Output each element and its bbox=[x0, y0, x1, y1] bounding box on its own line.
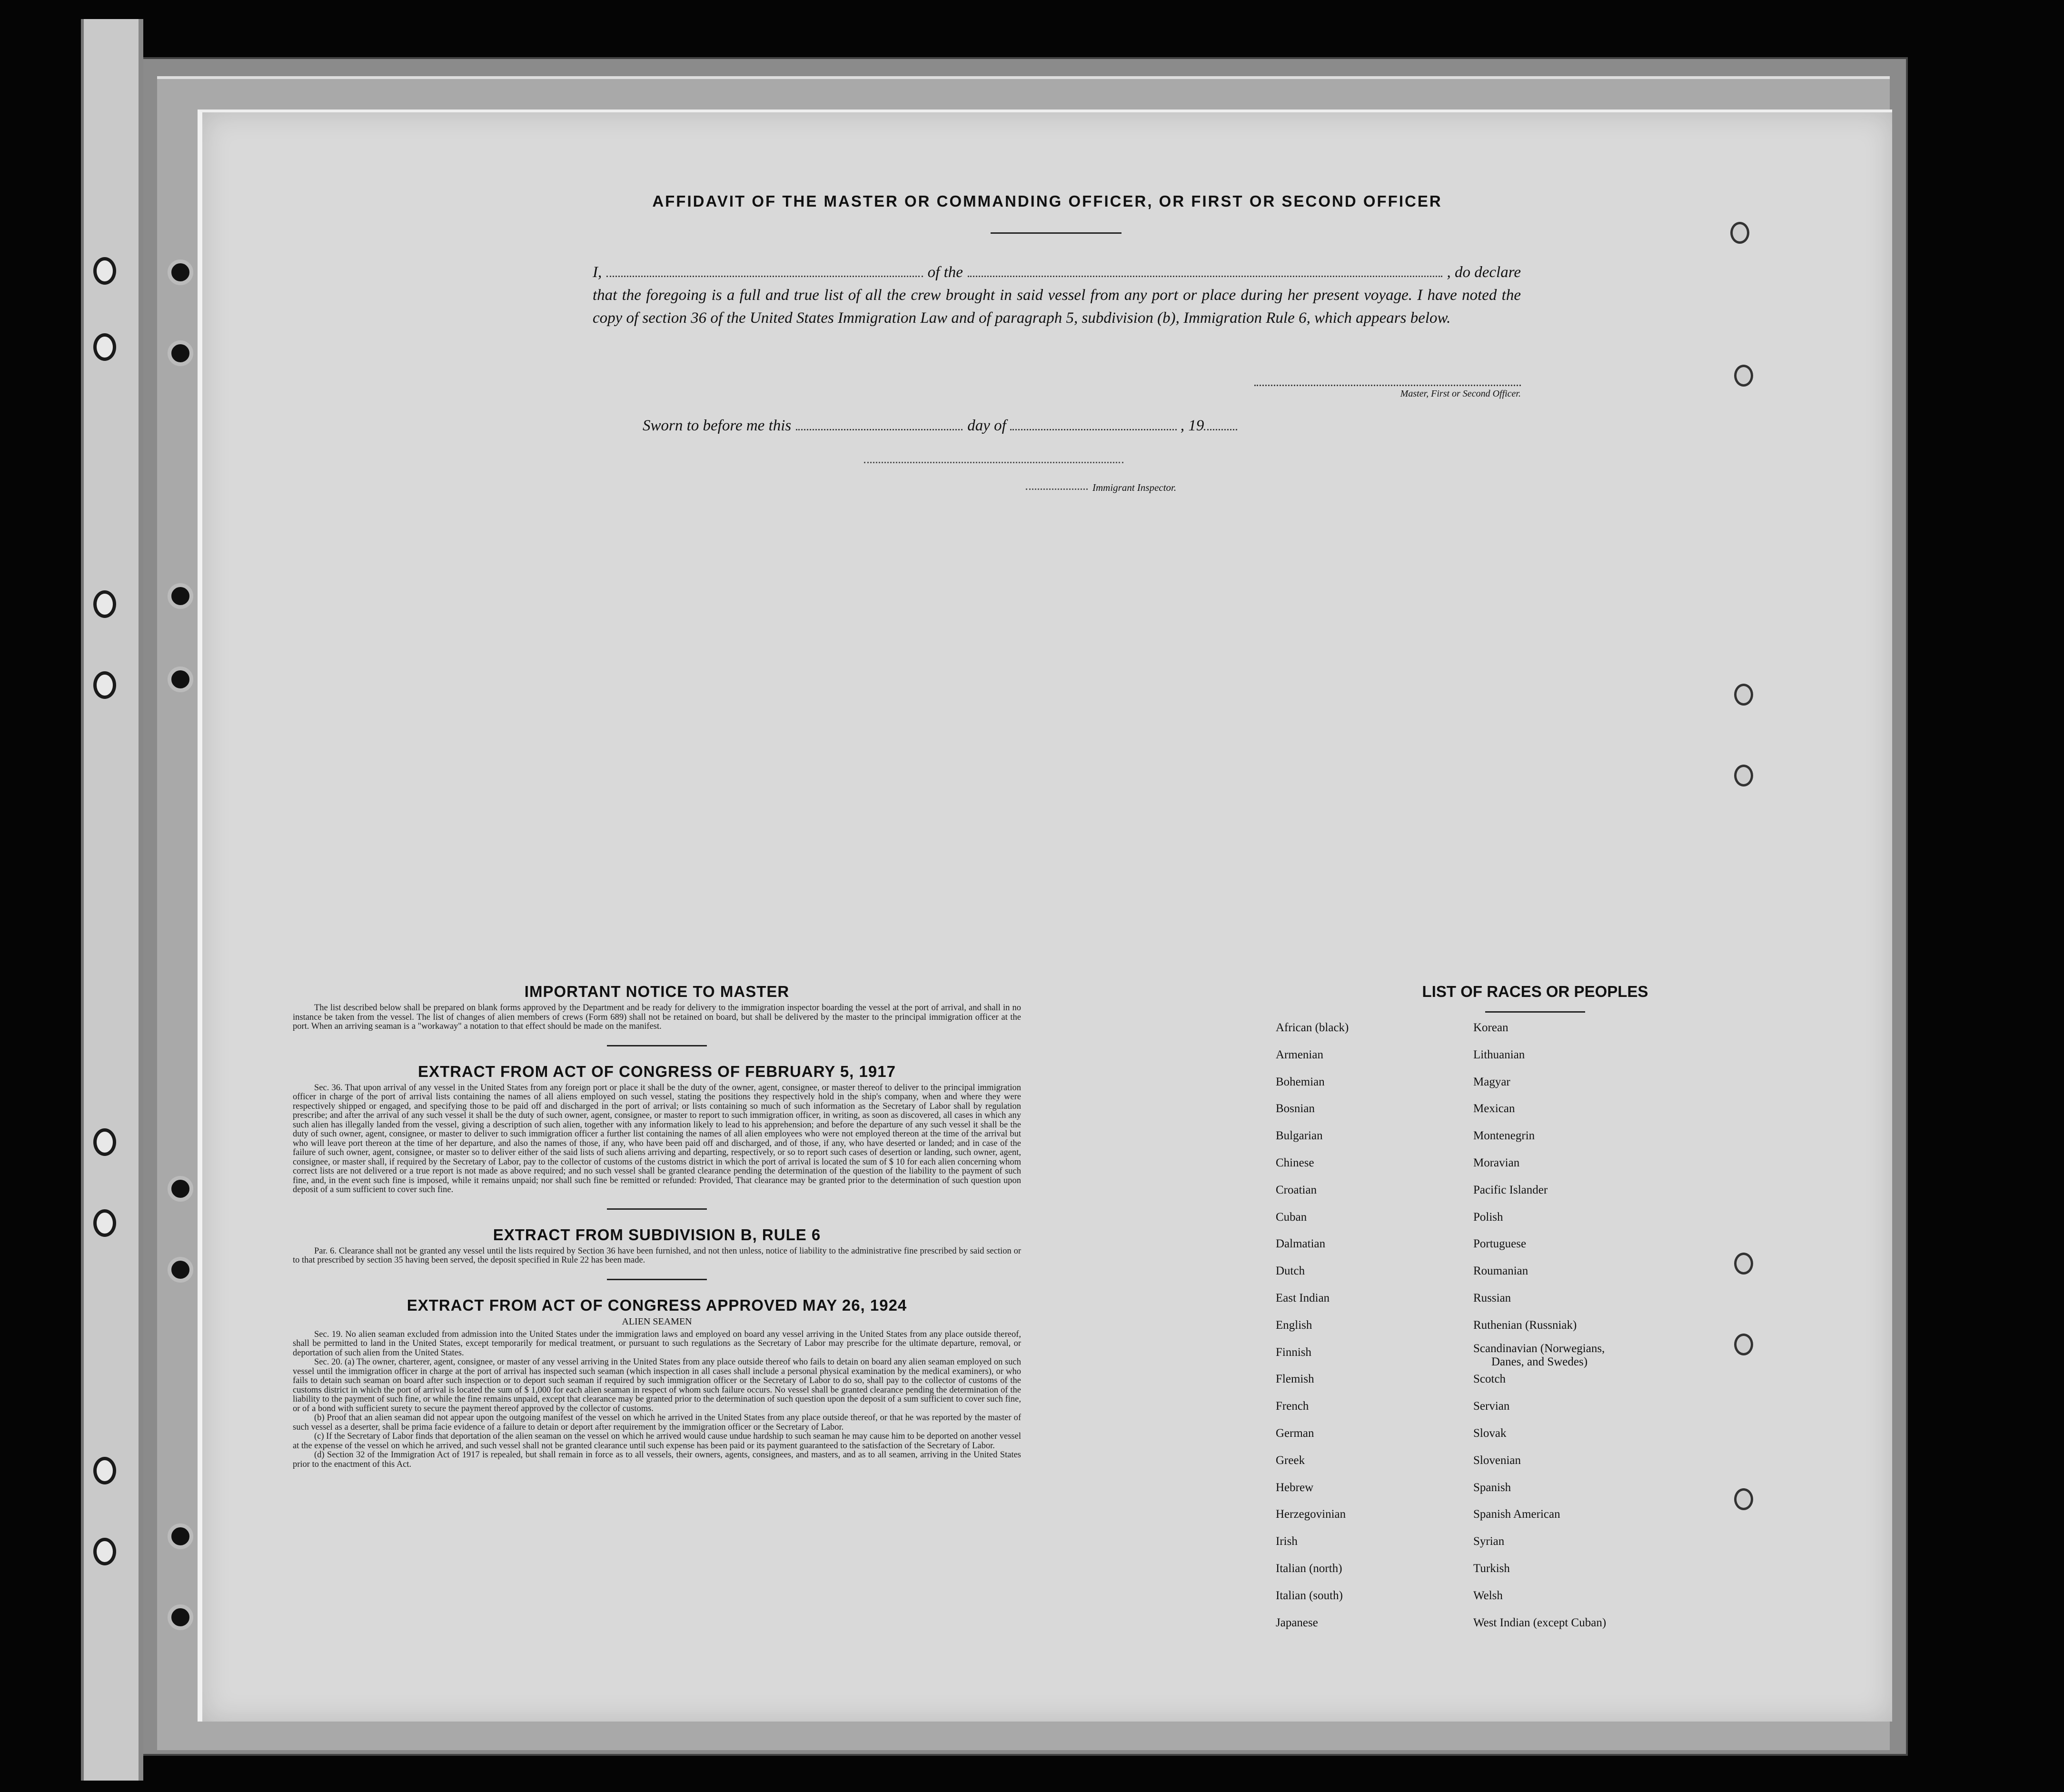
punch-hole bbox=[1734, 1253, 1753, 1274]
race-item: Spanish American bbox=[1473, 1508, 1560, 1521]
race-item: Moravian bbox=[1473, 1156, 1520, 1169]
binder-hole bbox=[93, 1538, 116, 1565]
sworn-year-field[interactable] bbox=[1204, 418, 1237, 430]
extract-rule6-body: Par. 6. Clearance shall not be granted any vessel until the lists required by Section 36 have been furnished, and not then unless, notice of liability to the administrative fine prescribed by said section or to that prescribed by section 35 having been served, the deposit specified in Rule 22 has been made. bbox=[293, 1246, 1021, 1265]
sworn-line bbox=[643, 417, 1309, 435]
race-item: Italian (south) bbox=[1276, 1589, 1343, 1602]
race-item: Flemish bbox=[1276, 1373, 1314, 1386]
race-item: Armenian bbox=[1276, 1048, 1323, 1061]
race-item: Dutch bbox=[1276, 1264, 1305, 1278]
race-item: English bbox=[1276, 1318, 1312, 1332]
race-item: Korean bbox=[1473, 1021, 1508, 1034]
race-item: Polish bbox=[1473, 1210, 1503, 1224]
notice-column bbox=[293, 983, 1021, 1469]
race-item: Spanish bbox=[1473, 1481, 1511, 1494]
race-item: Japanese bbox=[1276, 1616, 1318, 1629]
race-item: Scandinavian (Norwegians, bbox=[1473, 1342, 1605, 1355]
extract-1917-body: Sec. 36. That upon arrival of any vessel in the United States from any foreign port or place it shall be the duty of the owner, agent, consignee, or master thereof to deliver to the principal immigration officer in charge of the port of arrival lists containing the names of all aliens employed on such vessel, stating the positions they respectively hold in the ship's company, when and where they were respectively shipped or engaged, and specifying those to be paid off and discharged in the port of arrival; or lists containing so much of such information as the Secretary of Labor shall by regulation prescribe; and after the arrival of any such vessel it shall be the duty of such owner, agent, consignee, or master to report to such immigration officer, in writing, as soon as discovered, all cases in which any such alien has illegally landed from the vessel, giving a description of such alien, together with any information likely to lead to his apprehension; and before the departure of any such vessel it shall be the duty of such owner, agent, consignee, or master to deliver to such immigration officer a further list containing the names of all alien employees who were not employed thereon at the time of the arrival but who will leave port thereon at the time of her departure, and also the names of those, if any, who have been paid off and discharged, and of those, if any, who have deserted or landed; and in case of the failure of such owner, agent, consignee, or master so to deliver either of the said lists of such aliens arriving and departing, respectively, or so to report such cases of desertion or landing, such owner, agent, consignee, or master shall, if required by the Secretary of Labor, pay to the collector of customs of the customs district in which the port of arrival is located the sum of $ 10 for each alien concerning whom correct lists are not delivered or a true report is not made as above required; and no such vessel shall be granted clearance pending the determination of the question of the liability to the payment of such fine, and, in the event such fine is imposed, while it remains unpaid; nor shall such fine be remitted or refunded: Provided, That clearance may be granted prior to the determination of such question upon deposit of a sum sufficient to cover such fine. bbox=[293, 1083, 1021, 1195]
section-divider bbox=[607, 1208, 707, 1210]
race-item: Bohemian bbox=[1276, 1075, 1325, 1088]
race-item: Magyar bbox=[1473, 1075, 1510, 1088]
extract-1924-paragraph: Sec. 19. No alien seaman excluded from admission into the United States under the immigration laws and employed on board any vessel arriving in the United States from any place outside thereof, shall be permitted to land in the United States, except temporarily for medical treatment, or pursuant to such regulations as the Secretary of Labor may prescribe for the ultimate departure, removal, or deportation of such alien from the United States. bbox=[293, 1329, 1021, 1358]
race-item: Croatian bbox=[1276, 1183, 1317, 1196]
race-item-continuation: Danes, and Swedes) bbox=[1491, 1355, 1588, 1368]
races-column bbox=[1259, 983, 1811, 1629]
binder-ring bbox=[168, 1176, 193, 1202]
notice-title: IMPORTANT NOTICE TO MASTER bbox=[524, 983, 790, 1000]
master-signature-field[interactable] bbox=[1254, 385, 1521, 386]
race-item: Slovenian bbox=[1473, 1454, 1521, 1467]
sworn-month-field[interactable] bbox=[1010, 418, 1177, 430]
race-item: Cuban bbox=[1276, 1210, 1307, 1224]
extract-1924-paragraph: (b) Proof that an alien seaman did not appear upon the outgoing manifest of the vessel on which he arrived in the United States from any place outside thereof, or that he was reported by the master of such vessel as a deserter, shall be prima facie evidence of a failure to detain or deport after requirement by the immigration officer or the Secretary of Labor. bbox=[293, 1413, 1021, 1432]
binder-ring bbox=[168, 667, 193, 692]
race-item: German bbox=[1276, 1427, 1314, 1440]
extract-1917-title: EXTRACT FROM ACT OF CONGRESS OF FEBRUARY 5, 1917 bbox=[418, 1062, 896, 1080]
section-divider bbox=[607, 1045, 707, 1046]
punch-hole bbox=[1734, 1334, 1753, 1355]
race-item: Mexican bbox=[1473, 1102, 1515, 1115]
extract-1924-paragraph: Sec. 20. (a) The owner, charterer, agent, consignee, or master of any vessel arriving in the United States from any place outside thereof who fails to detain on board any alien seaman employed on such vessel until the immigration officer in charge at the port of arrival has inspected such seaman (which inspection in all cases shall include a personal physical examination by the medical examiners), or who fails to detain such seaman on board after such inspection or to deport such seaman if required by such immigration officer or the Secretary of Labor to do so, shall pay to the collector of customs of the customs district in which the port of arrival is located the sum of $ 1,000 for each alien seaman in respect of whom such failure occurs. No vessel shall be granted clearance pending the determination of the liability to the payment of such fine, or while the fine remains unpaid, except that clearance may be granted prior to the determination of such question upon the deposit of a sum sufficient to cover such fine, or of a bond with sufficient surety to secure the payment thereof approved by the collector of customs. bbox=[293, 1357, 1021, 1414]
punch-hole bbox=[1734, 684, 1753, 706]
race-item: French bbox=[1276, 1400, 1309, 1413]
inspector-signature-field[interactable] bbox=[864, 462, 1123, 463]
extract-1924-paragraph: (d) Section 32 of the Immigration Act of 1917 is repealed, but shall remain in force as to all vessels, their owners, agents, consignees, and masters, and as to all seamen, arriving in the United States prior to the enactment of this Act. bbox=[293, 1450, 1021, 1469]
race-item: Greek bbox=[1276, 1454, 1305, 1467]
race-item: East Indian bbox=[1276, 1292, 1330, 1304]
binder-hole bbox=[93, 671, 116, 699]
extract-1924-paragraph: (c) If the Secretary of Labor finds that deportation of the alien seaman on the vessel on which he arrived would cause undue hardship to such seaman he may cause him to be deported on another vessel at the expense of the vessel on which he arrived, and such vessel shall not be granted clearance until such expense has been paid or its payment guaranteed to the satisfaction of the Secretary of Labor. bbox=[293, 1432, 1021, 1451]
binder-ring bbox=[168, 1257, 193, 1283]
race-item: Pacific Islander bbox=[1473, 1183, 1548, 1196]
affidavit-statement: that the foregoing is a full and true list of all the crew brought in said vessel from any port or place during her present voyage. I have noted the copy of section 36 of the United States Immigration Law and of paragraph 5, subdivision (b), Immigration Rule 6, which appears below. bbox=[593, 287, 1521, 327]
sworn-label: Sworn to before me this bbox=[643, 417, 792, 434]
race-item: Herzegovinian bbox=[1276, 1508, 1346, 1521]
master-signature-caption: Master, First or Second Officer. bbox=[1400, 388, 1521, 399]
binder-hole bbox=[93, 333, 116, 361]
race-item: Lithuanian bbox=[1473, 1048, 1525, 1061]
vessel-field[interactable] bbox=[968, 265, 1442, 277]
binder-spine bbox=[81, 19, 143, 1781]
binder-hole bbox=[93, 1128, 116, 1156]
race-item: Scotch bbox=[1473, 1373, 1506, 1386]
punch-hole bbox=[1734, 365, 1753, 387]
binder-ring bbox=[168, 583, 193, 609]
punch-hole bbox=[1734, 765, 1753, 786]
alien-seamen-subtitle: ALIEN SEAMEN bbox=[622, 1316, 692, 1327]
race-item: West Indian (except Cuban) bbox=[1473, 1616, 1607, 1629]
year-label: , 19 bbox=[1180, 417, 1204, 434]
race-item: Italian (north) bbox=[1276, 1562, 1342, 1575]
binder-hole bbox=[93, 1209, 116, 1237]
race-item: African (black) bbox=[1276, 1021, 1349, 1034]
punch-hole bbox=[1730, 222, 1749, 244]
extract-rule6-title: EXTRACT FROM SUBDIVISION B, RULE 6 bbox=[493, 1225, 821, 1244]
binder-hole bbox=[93, 1457, 116, 1484]
race-item: Portuguese bbox=[1473, 1237, 1527, 1251]
race-item: Bulgarian bbox=[1276, 1129, 1323, 1143]
races-rule bbox=[1485, 1011, 1585, 1013]
of-the-label: of the bbox=[927, 264, 963, 281]
affidavit-text bbox=[593, 261, 1521, 329]
race-item: Roumanian bbox=[1473, 1264, 1528, 1278]
inspector-caption: Immigrant Inspector. bbox=[1092, 482, 1177, 493]
punch-hole bbox=[1734, 1488, 1753, 1510]
race-item: Slovak bbox=[1473, 1427, 1507, 1440]
race-item: Irish bbox=[1276, 1535, 1298, 1548]
race-item: Finnish bbox=[1276, 1345, 1312, 1359]
affidavit-title: AFFIDAVIT OF THE MASTER OR COMMANDING OFFICER, OR FIRST OR SECOND OFFICER bbox=[652, 192, 1442, 210]
title-rule bbox=[991, 232, 1121, 234]
race-item: Dalmatian bbox=[1276, 1237, 1326, 1251]
day-of-label: day of bbox=[967, 417, 1006, 434]
binder-ring bbox=[168, 340, 193, 366]
race-item: Russian bbox=[1473, 1292, 1511, 1304]
race-item: Chinese bbox=[1276, 1156, 1314, 1169]
race-item: Turkish bbox=[1473, 1562, 1510, 1575]
binder-hole bbox=[93, 257, 116, 285]
race-item: Montenegrin bbox=[1473, 1129, 1535, 1143]
race-item: Ruthenian (Russniak) bbox=[1473, 1318, 1577, 1332]
race-item: Bosnian bbox=[1276, 1102, 1315, 1115]
races-title: LIST OF RACES OR PEOPLES bbox=[1422, 983, 1648, 1000]
name-field[interactable] bbox=[606, 265, 923, 277]
race-item: Syrian bbox=[1473, 1535, 1505, 1548]
i-label: I, bbox=[593, 264, 602, 281]
extract-1924-title: EXTRACT FROM ACT OF CONGRESS APPROVED MAY 26, 1924 bbox=[407, 1296, 907, 1314]
binder-ring bbox=[168, 1523, 193, 1549]
sworn-day-field[interactable] bbox=[796, 418, 963, 430]
binder-ring bbox=[168, 1604, 193, 1630]
declaration-line bbox=[593, 261, 1521, 284]
binder-hole bbox=[93, 590, 116, 618]
section-divider bbox=[607, 1279, 707, 1280]
inspector-caption-rule bbox=[1026, 488, 1088, 490]
race-item: Welsh bbox=[1473, 1589, 1503, 1602]
race-item: Servian bbox=[1473, 1400, 1510, 1413]
form-page bbox=[198, 110, 1892, 1722]
do-declare-label: , do declare bbox=[1447, 264, 1521, 281]
notice-body: The list described below shall be prepared on blank forms approved by the Department and be ready for delivery to the immigration inspector boarding the vessel at the port of arrival, and shall in no instance be taken from the vessel. The list of changes of alien members of crews (Form 689) shall not be retained on board, but shall be delivered by the master to the principal immigration officer at the port. When an arriving seaman is a "workaway" a notation to that effect should be made on the manifest. bbox=[293, 1003, 1021, 1031]
race-item: Hebrew bbox=[1276, 1481, 1314, 1494]
binder-ring bbox=[168, 259, 193, 285]
